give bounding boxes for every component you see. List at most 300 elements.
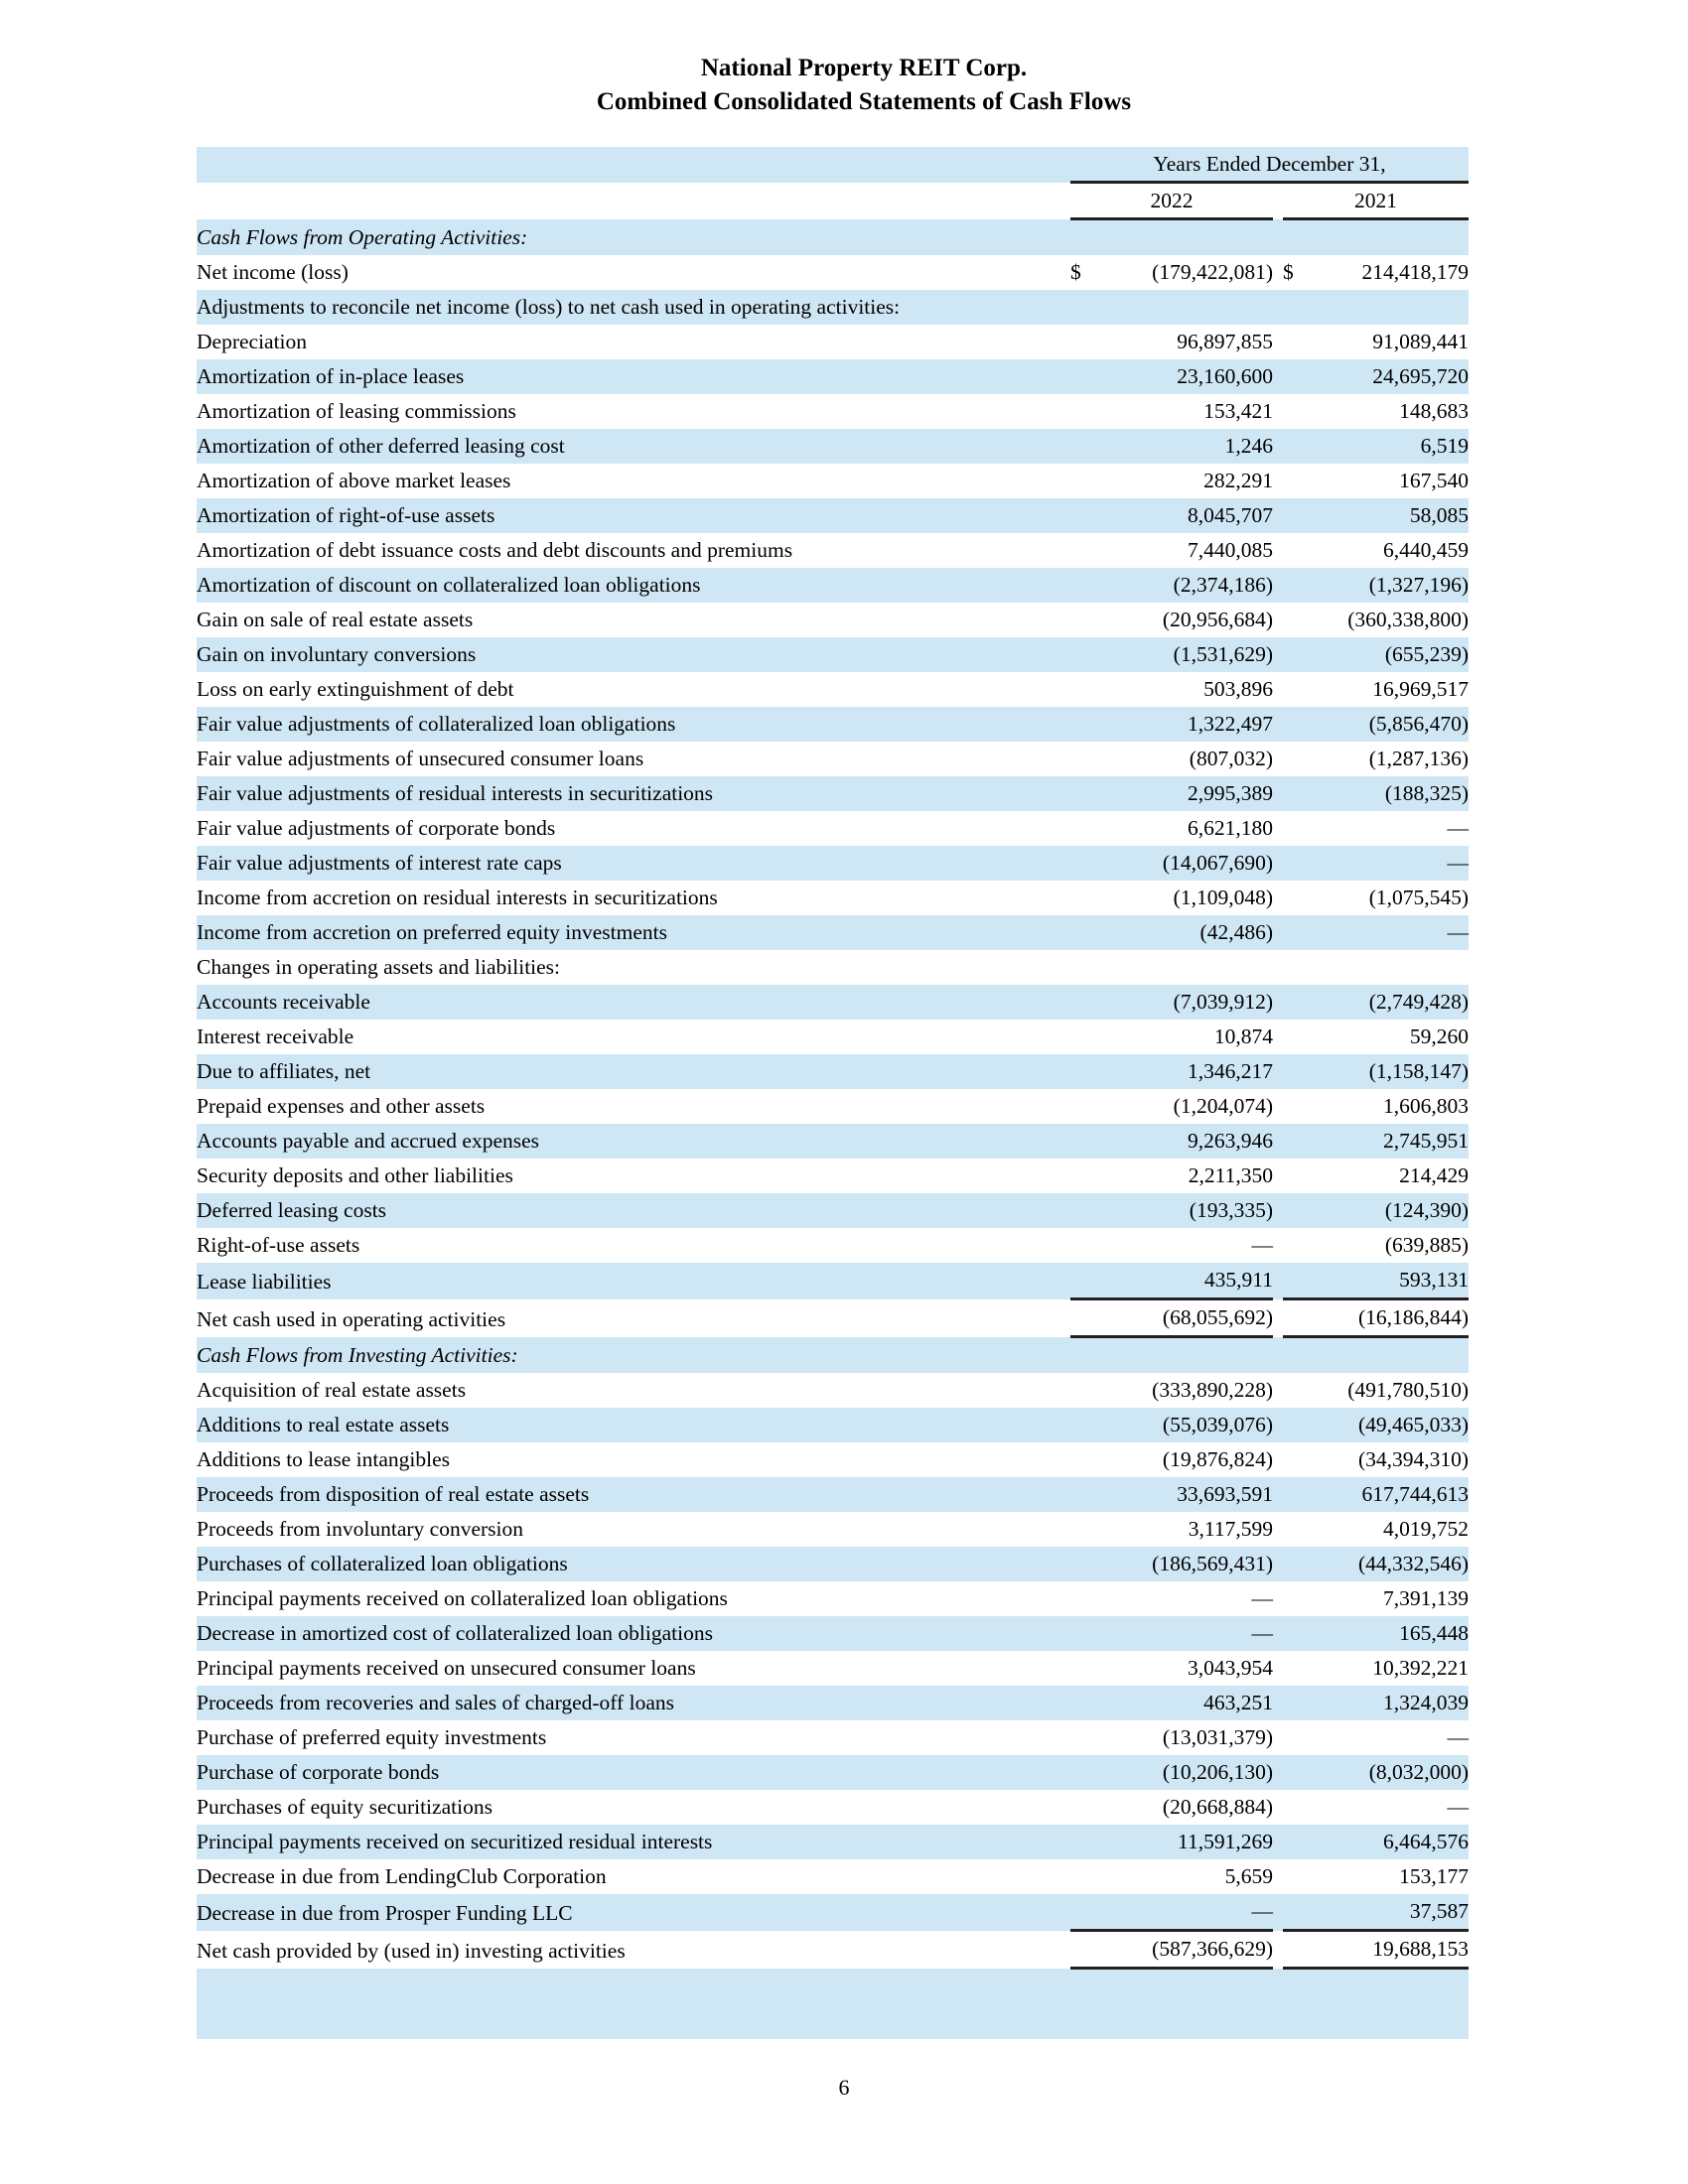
table-row xyxy=(197,1790,1469,1825)
row-label: Proceeds from recoveries and sales of charged-off loans xyxy=(197,1691,674,1714)
header-col-2021: 2021 xyxy=(1283,183,1469,219)
currency-symbol-2021 xyxy=(1283,1089,1317,1124)
value-2022: 3,043,954 xyxy=(1188,1656,1273,1680)
value-2022: — xyxy=(1251,1621,1273,1645)
statement-title: Combined Consolidated Statements of Cash Flows xyxy=(596,88,1132,115)
table-row xyxy=(197,811,1469,846)
currency-symbol-2022 xyxy=(1070,429,1104,464)
currency-symbol-2021 xyxy=(1283,219,1317,256)
row-label: Gain on sale of real estate assets xyxy=(197,608,474,631)
row-label: Net income (loss) xyxy=(197,260,349,284)
row-label: Adjustments to reconcile net income (loss) to net cash used in operating activities: xyxy=(197,295,901,319)
column-gap xyxy=(1273,1931,1283,1969)
value-2022: 2,211,350 xyxy=(1188,1163,1273,1187)
currency-symbol-2022 xyxy=(1070,568,1104,603)
column-gap xyxy=(1273,1477,1283,1512)
row-label: Additions to real estate assets xyxy=(197,1413,450,1436)
row-label: Amortization of debt issuance costs and debt discounts and premiums xyxy=(197,538,793,562)
currency-symbol-2022 xyxy=(1070,985,1104,1020)
value-2022: 10,874 xyxy=(1213,1024,1273,1048)
currency-symbol-2021 xyxy=(1283,1337,1317,1374)
table-row xyxy=(197,1686,1469,1720)
column-gap xyxy=(1273,776,1283,811)
value-2022: (333,890,228) xyxy=(1152,1378,1273,1402)
column-gap xyxy=(1273,1651,1283,1686)
currency-symbol-2022 xyxy=(1070,1894,1104,1931)
table-row xyxy=(197,255,1469,290)
table-row xyxy=(197,1089,1469,1124)
table-row xyxy=(197,985,1469,1020)
total-row xyxy=(197,1299,1469,1337)
value-2021: 91,089,441 xyxy=(1372,330,1470,353)
currency-symbol-2021 xyxy=(1283,1720,1317,1755)
section-header-row xyxy=(197,1337,1469,1374)
value-2022: 8,045,707 xyxy=(1188,503,1273,527)
table-row xyxy=(197,464,1469,498)
row-label: Prepaid expenses and other assets xyxy=(197,1094,486,1118)
row-label: Fair value adjustments of corporate bonds xyxy=(197,816,556,840)
value-2022: 96,897,855 xyxy=(1177,330,1273,353)
value-2021: 6,519 xyxy=(1420,434,1470,458)
column-gap xyxy=(1273,1859,1283,1894)
currency-symbol-2021 xyxy=(1283,1263,1317,1299)
table-body xyxy=(197,219,1469,2040)
row-label: Fair value adjustments of unsecured consumer loans xyxy=(197,747,644,770)
value-2022: (193,335) xyxy=(1189,1198,1273,1222)
row-label: Amortization of discount on collateralized loan obligations xyxy=(197,573,701,597)
table-row xyxy=(197,742,1469,776)
column-gap xyxy=(1273,325,1283,359)
column-gap xyxy=(1273,1686,1283,1720)
value-2021: 16,969,517 xyxy=(1372,677,1470,701)
row-label: Interest receivable xyxy=(197,1024,354,1048)
currency-symbol-2022 xyxy=(1070,1547,1104,1581)
value-2022: 5,659 xyxy=(1224,1864,1273,1888)
value-2022: 7,440,085 xyxy=(1188,538,1273,562)
table-row xyxy=(197,325,1469,359)
value-2021: (44,332,546) xyxy=(1357,1552,1470,1575)
value-2022: 1,346,217 xyxy=(1188,1059,1273,1083)
currency-symbol-2022 xyxy=(1070,846,1104,881)
currency-symbol-2022 xyxy=(1070,1263,1104,1299)
row-label: Loss on early extinguishment of debt xyxy=(197,677,514,701)
currency-symbol-2022 xyxy=(1070,1931,1104,1969)
column-gap xyxy=(1273,707,1283,742)
row-label: Purchase of corporate bonds xyxy=(197,1760,440,1784)
row-label: Net cash used in operating activities xyxy=(197,1306,506,1331)
row-label: Cash Flows from Operating Activities: xyxy=(197,225,528,249)
row-label: Right-of-use assets xyxy=(197,1233,360,1257)
value-2021: 19,688,153 xyxy=(1317,1931,1469,1969)
column-gap xyxy=(1273,1299,1283,1337)
column-gap xyxy=(1273,2004,1283,2039)
row-label: Security deposits and other liabilities xyxy=(197,1163,513,1187)
currency-symbol-2021 xyxy=(1283,1825,1317,1859)
value-2022: 435,911 xyxy=(1203,1268,1273,1292)
currency-symbol-2022 xyxy=(1070,1228,1104,1263)
row-label: Fair value adjustments of collateralized loan obligations xyxy=(197,712,676,736)
currency-symbol-2022 xyxy=(1070,1651,1104,1686)
row-label xyxy=(197,1969,1070,2005)
value-2021: 4,019,752 xyxy=(1383,1517,1470,1541)
value-2021: (639,885) xyxy=(1384,1233,1470,1257)
value-2022: (42,486) xyxy=(1199,920,1273,944)
column-gap xyxy=(1273,1720,1283,1755)
table-row xyxy=(197,359,1469,394)
column-gap xyxy=(1273,1547,1283,1581)
table-row xyxy=(197,1651,1469,1686)
currency-symbol-2021 xyxy=(1283,464,1317,498)
value-2021: 148,683 xyxy=(1399,399,1470,423)
currency-symbol-2021 xyxy=(1283,1193,1317,1228)
currency-symbol-2021 xyxy=(1283,1755,1317,1790)
currency-symbol-2022 xyxy=(1070,464,1104,498)
currency-symbol-2021 xyxy=(1283,568,1317,603)
column-gap xyxy=(1273,498,1283,533)
currency-symbol-2022 xyxy=(1070,1512,1104,1547)
currency-symbol-2022 xyxy=(1070,359,1104,394)
currency-symbol-2021 xyxy=(1283,603,1317,637)
table-row xyxy=(197,603,1469,637)
value-2022: — xyxy=(1251,1233,1273,1257)
currency-symbol-2022 xyxy=(1070,881,1104,915)
currency-symbol-2021 xyxy=(1283,811,1317,846)
currency-symbol-2021 xyxy=(1283,2004,1317,2039)
column-gap xyxy=(1273,603,1283,637)
value-2022: 3,117,599 xyxy=(1188,1517,1273,1541)
currency-symbol-2022 xyxy=(1070,1477,1104,1512)
value-2022: 282,291 xyxy=(1203,469,1273,492)
table-row xyxy=(197,1159,1469,1193)
column-gap xyxy=(1273,1581,1283,1616)
currency-symbol-2021 xyxy=(1283,1581,1317,1616)
row-label: Principal payments received on securitized residual interests xyxy=(197,1830,713,1853)
currency-symbol-2021 xyxy=(1283,1616,1317,1651)
currency-symbol-2022 xyxy=(1070,603,1104,637)
row-label: Depreciation xyxy=(197,330,308,353)
currency-symbol-2022 xyxy=(1070,1755,1104,1790)
header-years-ended: Years Ended December 31, xyxy=(1070,147,1469,183)
value-2022: (55,039,076) xyxy=(1162,1413,1273,1436)
column-gap xyxy=(1273,1408,1283,1442)
column-gap xyxy=(1273,1089,1283,1124)
value-2021: 153,177 xyxy=(1399,1864,1470,1888)
row-label: Fair value adjustments of residual interests in securitizations xyxy=(197,781,714,805)
column-gap xyxy=(1273,1373,1283,1408)
column-gap xyxy=(1273,290,1283,325)
value-2022: (13,031,379) xyxy=(1162,1725,1273,1749)
value-2021: (360,338,800) xyxy=(1347,608,1470,631)
header-col-2022: 2022 xyxy=(1070,183,1273,219)
table-row xyxy=(197,290,1469,325)
value-2022 xyxy=(1104,290,1273,325)
currency-symbol-2022 xyxy=(1070,1442,1104,1477)
currency-symbol-2021 xyxy=(1283,707,1317,742)
currency-symbol-2021 xyxy=(1283,1054,1317,1089)
currency-symbol-2022 xyxy=(1070,1720,1104,1755)
currency-symbol-2022 xyxy=(1070,1969,1104,2005)
currency-symbol-2022 xyxy=(1070,950,1104,985)
value-2021: 58,085 xyxy=(1409,503,1470,527)
row-label: Principal payments received on collateralized loan obligations xyxy=(197,1586,728,1610)
table-row xyxy=(197,1547,1469,1581)
currency-symbol-2022 xyxy=(1070,915,1104,950)
cash-flow-statement-table xyxy=(197,147,1469,2039)
currency-symbol-2022 xyxy=(1070,1020,1104,1054)
row-label: Due to affiliates, net xyxy=(197,1059,371,1083)
value-2021: (655,239) xyxy=(1384,642,1470,666)
value-2021 xyxy=(1317,1969,1469,2005)
value-2021: — xyxy=(1447,1795,1470,1819)
company-name: National Property REIT Corp. xyxy=(700,55,1028,81)
currency-symbol-2021 xyxy=(1283,637,1317,672)
value-2021: 165,448 xyxy=(1399,1621,1470,1645)
column-gap xyxy=(1273,1894,1283,1931)
value-2022: (7,039,912) xyxy=(1173,990,1273,1014)
currency-symbol-2022 xyxy=(1070,219,1104,256)
column-gap xyxy=(1273,1159,1283,1193)
value-2022 xyxy=(1104,950,1273,985)
currency-symbol-2022 xyxy=(1070,1790,1104,1825)
table-row xyxy=(197,1373,1469,1408)
value-2021: 2,745,951 xyxy=(1383,1129,1470,1153)
value-2022: 23,160,600 xyxy=(1177,364,1273,388)
column-gap xyxy=(1273,1193,1283,1228)
currency-symbol-2022 xyxy=(1070,394,1104,429)
currency-symbol-2022 xyxy=(1070,707,1104,742)
value-2022: (1,204,074) xyxy=(1173,1094,1273,1118)
value-2021: (2,749,428) xyxy=(1368,990,1470,1014)
value-2021: 593,131 xyxy=(1399,1268,1470,1292)
value-2021 xyxy=(1317,2004,1469,2039)
value-2022: (1,531,629) xyxy=(1173,642,1273,666)
table-row xyxy=(197,707,1469,742)
table-row xyxy=(197,672,1469,707)
value-2022: (2,374,186) xyxy=(1173,573,1273,597)
table-row xyxy=(197,1193,1469,1228)
currency-symbol-2022 xyxy=(1070,533,1104,568)
column-gap xyxy=(1273,672,1283,707)
value-2022: 463,251 xyxy=(1203,1691,1273,1714)
currency-symbol-2021 xyxy=(1283,1547,1317,1581)
row-label: Amortization of in-place leases xyxy=(197,364,465,388)
currency-symbol-2021 xyxy=(1283,1299,1317,1337)
column-gap xyxy=(1273,1054,1283,1089)
column-gap xyxy=(1273,1825,1283,1859)
column-gap xyxy=(1273,219,1283,256)
value-2022: (68,055,692) xyxy=(1104,1299,1273,1337)
currency-symbol-2021 xyxy=(1283,325,1317,359)
value-2022: — xyxy=(1251,1899,1273,1923)
value-2021 xyxy=(1317,290,1469,325)
currency-symbol-2021 xyxy=(1283,1228,1317,1263)
column-gap xyxy=(1273,1337,1283,1374)
currency-symbol-2021 xyxy=(1283,672,1317,707)
column-gap xyxy=(1273,568,1283,603)
table-row xyxy=(197,568,1469,603)
column-gap xyxy=(1273,1969,1283,2005)
table-row xyxy=(197,498,1469,533)
currency-symbol-2021 xyxy=(1283,1859,1317,1894)
header-row-years xyxy=(197,147,1469,183)
value-2021: 1,606,803 xyxy=(1383,1094,1470,1118)
currency-symbol-2021 xyxy=(1283,498,1317,533)
currency-symbol-2021 xyxy=(1283,950,1317,985)
value-2022 xyxy=(1104,1969,1273,2005)
currency-symbol-2022 xyxy=(1070,1054,1104,1089)
value-2021: 7,391,139 xyxy=(1383,1586,1470,1610)
row-label: Deferred leasing costs xyxy=(197,1198,387,1222)
row-label: Gain on involuntary conversions xyxy=(197,642,477,666)
row-label: Additions to lease intangibles xyxy=(197,1447,450,1471)
value-2021: 214,429 xyxy=(1399,1163,1470,1187)
currency-symbol-2021 xyxy=(1283,881,1317,915)
currency-symbol-2022 xyxy=(1070,290,1104,325)
value-2021: 24,695,720 xyxy=(1372,364,1470,388)
row-label: Changes in operating assets and liabilities: xyxy=(197,955,561,979)
row-label: Net cash provided by (used in) investing activities xyxy=(197,1938,626,1963)
value-2021: 6,464,576 xyxy=(1383,1830,1470,1853)
value-2021: (8,032,000) xyxy=(1368,1760,1470,1784)
value-2021: (491,780,510) xyxy=(1347,1378,1470,1402)
column-gap xyxy=(1273,1755,1283,1790)
value-2022: (19,876,824) xyxy=(1162,1447,1273,1471)
column-gap xyxy=(1273,881,1283,915)
table-row xyxy=(197,1581,1469,1616)
table-row xyxy=(197,429,1469,464)
value-2021: 167,540 xyxy=(1399,469,1470,492)
column-gap xyxy=(1273,255,1283,290)
value-2021 xyxy=(1317,1337,1469,1374)
column-gap xyxy=(1273,1616,1283,1651)
table-row xyxy=(197,1408,1469,1442)
currency-symbol-2021 xyxy=(1283,1790,1317,1825)
currency-symbol-2021 xyxy=(1283,1686,1317,1720)
value-2021: (1,075,545) xyxy=(1368,886,1470,909)
currency-symbol-2022 xyxy=(1070,1408,1104,1442)
value-2022: 11,591,269 xyxy=(1178,1830,1273,1853)
currency-symbol-2021 xyxy=(1283,429,1317,464)
row-label: Lease liabilities xyxy=(197,1269,332,1294)
value-2021: (124,390) xyxy=(1384,1198,1470,1222)
value-2022: 153,421 xyxy=(1203,399,1273,423)
currency-symbol-2021 xyxy=(1283,1969,1317,2005)
table-row xyxy=(197,1859,1469,1894)
value-2021: (188,325) xyxy=(1384,781,1470,805)
currency-symbol-2022 xyxy=(1070,325,1104,359)
currency-symbol-2021 xyxy=(1283,1894,1317,1931)
value-2022 xyxy=(1104,1337,1273,1374)
value-2021: — xyxy=(1447,920,1470,944)
value-2021: (1,287,136) xyxy=(1368,747,1470,770)
currency-symbol-2021 xyxy=(1283,1124,1317,1159)
value-2022: 503,896 xyxy=(1203,677,1273,701)
currency-symbol-2022 xyxy=(1070,672,1104,707)
currency-symbol-2022 xyxy=(1070,498,1104,533)
currency-symbol-2022 xyxy=(1070,2004,1104,2039)
row-label: Principal payments received on unsecured consumer loans xyxy=(197,1656,696,1680)
currency-symbol-2021 xyxy=(1283,1931,1317,1969)
column-gap xyxy=(1273,915,1283,950)
column-gap xyxy=(1273,846,1283,881)
table-row xyxy=(197,1228,1469,1263)
row-label: Accounts payable and accrued expenses xyxy=(197,1129,540,1153)
column-gap xyxy=(1273,1442,1283,1477)
table-row xyxy=(197,533,1469,568)
column-gap xyxy=(1273,950,1283,985)
value-2022: — xyxy=(1251,1586,1273,1610)
table-row xyxy=(197,1442,1469,1477)
header-spacer-2 xyxy=(197,183,1070,219)
table-row xyxy=(197,1124,1469,1159)
value-2022 xyxy=(1104,219,1273,256)
currency-symbol-2021: $ xyxy=(1283,260,1294,284)
table-row xyxy=(197,1616,1469,1651)
column-gap xyxy=(1273,985,1283,1020)
document-header xyxy=(0,0,1688,119)
currency-symbol-2022 xyxy=(1070,1193,1104,1228)
table-row xyxy=(197,776,1469,811)
column-gap xyxy=(1273,394,1283,429)
value-2021: (1,327,196) xyxy=(1368,573,1470,597)
value-2022: (14,067,690) xyxy=(1162,851,1273,875)
column-gap xyxy=(1273,1512,1283,1547)
value-2022: (20,956,684) xyxy=(1162,608,1273,631)
value-2021: — xyxy=(1447,816,1470,840)
currency-symbol-2021 xyxy=(1283,742,1317,776)
currency-symbol-2021 xyxy=(1283,1373,1317,1408)
row-label xyxy=(197,2004,1070,2039)
row-label: Decrease in amortized cost of collateralized loan obligations xyxy=(197,1621,713,1645)
value-2021: (5,856,470) xyxy=(1368,712,1470,736)
column-gap xyxy=(1273,1790,1283,1825)
value-2022: 2,995,389 xyxy=(1188,781,1273,805)
table-row xyxy=(197,1263,1469,1299)
section-header-row xyxy=(197,219,1469,256)
column-gap xyxy=(1273,1228,1283,1263)
row-label: Cash Flows from Investing Activities: xyxy=(197,1343,518,1367)
currency-symbol-2022 xyxy=(1070,1299,1104,1337)
currency-symbol-2022 xyxy=(1070,1581,1104,1616)
table-row xyxy=(197,1894,1469,1931)
table-row xyxy=(197,950,1469,985)
table-row xyxy=(197,915,1469,950)
header-gap xyxy=(1273,183,1283,219)
table-row xyxy=(197,394,1469,429)
table-row xyxy=(197,1020,1469,1054)
value-2022: 1,246 xyxy=(1224,434,1273,458)
value-2022: (20,668,884) xyxy=(1162,1795,1273,1819)
currency-symbol-2021 xyxy=(1283,915,1317,950)
value-2021: 10,392,221 xyxy=(1372,1656,1470,1680)
currency-symbol-2021 xyxy=(1283,1512,1317,1547)
currency-symbol-2021 xyxy=(1283,394,1317,429)
table-row xyxy=(197,1054,1469,1089)
blank-row xyxy=(197,1969,1469,2005)
value-2021: 214,418,179 xyxy=(1361,260,1470,284)
header-row-year-labels xyxy=(197,183,1469,219)
row-label: Income from accretion on preferred equity investments xyxy=(197,920,668,944)
value-2022: (10,206,130) xyxy=(1162,1760,1273,1784)
currency-symbol-2021 xyxy=(1283,1159,1317,1193)
row-label: Amortization of other deferred leasing cost xyxy=(197,434,565,458)
currency-symbol-2022 xyxy=(1070,1089,1104,1124)
header-spacer xyxy=(197,147,1070,183)
total-row xyxy=(197,1931,1469,1969)
currency-symbol-2021 xyxy=(1283,1442,1317,1477)
currency-symbol-2021 xyxy=(1283,1408,1317,1442)
page-number: 6 xyxy=(838,2075,850,2100)
